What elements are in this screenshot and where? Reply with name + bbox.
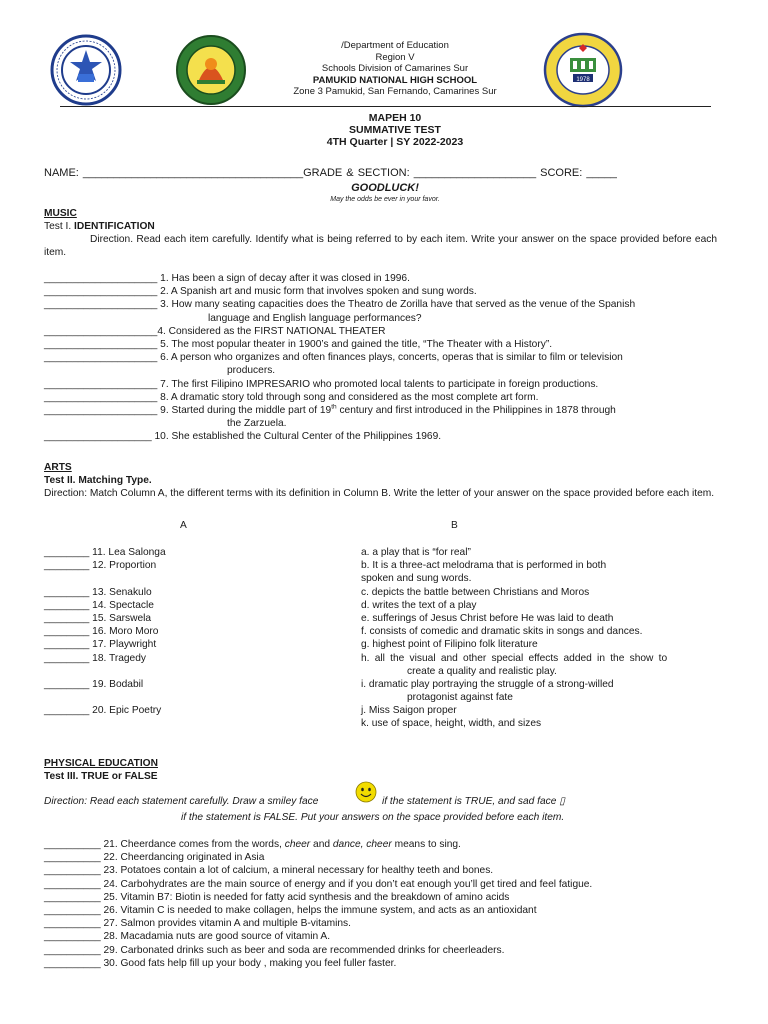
item-text: 1. Has been a sign of decay after it was closed in 1996. <box>160 273 410 284</box>
definition-item: d. writes the text of a play <box>361 599 477 611</box>
list-item <box>44 430 724 443</box>
definition-continuation: create a quality and realistic play. <box>407 665 557 677</box>
goodluck-text: GOODLUCK! <box>351 182 419 194</box>
tagline-text: May the odds be ever in your favor. <box>330 196 440 203</box>
item-text: 9. Started during the middle part of 19th century and first introduced in the Philippines in 1878 through <box>160 403 616 416</box>
answer-blank[interactable]: ________ <box>44 652 90 664</box>
answer-blank[interactable]: ________ <box>44 547 90 558</box>
student-info-row: NAME: ____________________________________GRADE & SECTION: ____________________ SCORE: _____ <box>44 167 617 179</box>
list-item: __________ 23. Potatoes contain a lot of calcium, a mineral necessary for healthy teeth and bones. <box>44 865 494 877</box>
test2-title: Test II. Matching Type. <box>44 475 152 486</box>
answer-blank[interactable]: ____________________ <box>44 299 158 311</box>
music-items-list <box>44 272 724 443</box>
header-line-school: PAMUKID NATIONAL HIGH SCHOOL <box>312 74 478 86</box>
answer-blank[interactable]: __________ <box>44 891 101 903</box>
item-text: 2. A Spanish art and music form that involves spoken and sung words. <box>160 286 477 298</box>
header-divider <box>60 106 711 107</box>
answer-blank[interactable]: __________ <box>44 865 101 877</box>
answer-blank[interactable]: ________ <box>44 626 90 638</box>
test3-direction-part3: if the statement is FALSE. Put your answers on the space provided before each item. <box>181 812 565 823</box>
list-item: ________ 14. Spectacle <box>44 599 154 611</box>
list-item <box>44 404 724 417</box>
list-item: __________ 30. Good fats help fill up your body , making you feel fuller faster. <box>44 957 397 969</box>
list-item: __________ 22. Cheerdancing originated in Asia <box>44 852 265 864</box>
item-text: 5. The most popular theater in 1900’s and gained the title, “The Theater with a History”. <box>160 338 553 350</box>
definition-item: a. a play that is “for real” <box>361 547 471 558</box>
answer-blank[interactable]: __________ <box>44 918 101 930</box>
answer-blank[interactable]: ____________________ <box>44 352 158 364</box>
definition-item: k. use of space, height, width, and sizes <box>361 718 542 730</box>
answer-blank[interactable]: ________ <box>44 560 90 572</box>
deped-seal-logo <box>50 34 122 106</box>
answer-blank[interactable]: __________ <box>44 931 101 943</box>
definition-item: f. consists of comedic and dramatic skits in songs and dances. <box>361 626 643 638</box>
list-item: ________ 18. Tragedy <box>44 652 146 664</box>
list-item <box>44 378 724 391</box>
list-item: __________ 24. Carbohydrates are the main source of energy and if you don’t eat enough you’ll get tired and feel fatigue. <box>44 878 593 890</box>
list-item: ________ 12. Proportion <box>44 560 157 572</box>
smiley-face-icon <box>355 781 377 807</box>
sdo-camarines-sur-logo <box>175 34 247 106</box>
column-a-list <box>44 546 344 717</box>
header-line-division: Schools Division of Camarines Sur <box>321 63 469 74</box>
list-item: ________ 19. Bodabil <box>44 678 144 690</box>
list-item: __________ 26. Vitamin C is needed to make collagen, helps the immune system, and acts as an antioxidant <box>44 904 537 916</box>
answer-blank[interactable]: __________ <box>44 904 101 916</box>
logo-year-text: 1978 <box>576 77 590 83</box>
list-item <box>44 325 724 338</box>
test1-name: IDENTIFICATION <box>74 221 155 232</box>
list-item: __________ 28. Macadamia nuts are good source of vitamin A. <box>44 931 331 943</box>
test3-direction-part2: if the statement is TRUE, and sad face ▯ <box>382 796 565 807</box>
answer-blank[interactable]: ________ <box>44 639 90 651</box>
column-b-list <box>361 546 717 731</box>
list-item-continuation: language and English language performances? <box>208 312 422 324</box>
list-item: ________ 16. Moro Moro <box>44 626 159 638</box>
answer-blank[interactable]: ___________________ <box>44 431 152 443</box>
list-item <box>44 285 724 298</box>
item-text: 6. A person who organizes and often finances plays, concerts, operas that is similar to film or television <box>160 352 623 364</box>
answer-blank[interactable]: ____________________ <box>44 338 158 350</box>
list-item <box>44 298 724 311</box>
definition-item: b. It is a three-act melodrama that is performed in both <box>361 560 607 572</box>
definition-item: c. depicts the battle between Christians and Moros <box>361 586 590 598</box>
answer-blank[interactable]: ________ <box>44 612 90 624</box>
answer-blank[interactable]: __________ <box>44 852 101 864</box>
answer-blank[interactable]: ____________________ <box>44 404 158 416</box>
definition-continuation: protagonist against fate <box>407 692 513 704</box>
item-text: 10. She established the Cultural Center of the Philippines 1969. <box>154 431 442 443</box>
list-item <box>44 351 724 364</box>
list-item: __________ 27. Salmon provides vitamin A and multiple B-vitamins. <box>44 918 351 930</box>
definition-item: j. Miss Saigon proper <box>361 705 457 717</box>
answer-blank[interactable]: ____________________ <box>44 286 158 298</box>
music-heading: MUSIC <box>44 208 77 219</box>
exam-type: SUMMATIVE TEST <box>349 124 441 137</box>
definition-item: e. sufferings of Jesus Christ before He was laid to death <box>361 612 614 624</box>
answer-blank[interactable]: ________ <box>44 586 90 598</box>
answer-blank[interactable]: ____________________ <box>44 273 158 284</box>
item-text: 4. Considered as the FIRST NATIONAL THEATER <box>157 325 386 337</box>
test3-direction-part1: Direction: Read each statement carefully. Draw a smiley face <box>44 796 319 807</box>
test1-prefix: Test I. <box>44 221 75 232</box>
test1-direction: Direction. Read each item carefully. Identify what is being referred to by each item. Write your answer on the space provided before each item. <box>44 234 717 259</box>
list-item: ________ 11. Lea Salonga <box>44 547 166 558</box>
list-item-continuation: the Zarzuela. <box>227 418 287 430</box>
list-item: ________ 20. Epic Poetry <box>44 705 162 717</box>
answer-blank[interactable]: ________ <box>44 705 90 717</box>
arts-heading: ARTS <box>44 462 72 473</box>
pamukid-nhs-seal-logo <box>543 32 623 108</box>
exam-subject: MAPEH 10 <box>368 112 422 124</box>
exam-title-block <box>250 112 540 149</box>
definition-item: g. highest point of Filipino folk literature <box>361 639 538 651</box>
header-line-region: Region V <box>375 51 415 63</box>
answer-blank[interactable]: __________ <box>44 944 101 956</box>
list-item: __________ 29. Carbonated drinks such as beer and soda are recommended drinks for cheerleaders. <box>44 944 505 956</box>
answer-blank[interactable]: __________ <box>44 878 101 890</box>
list-item <box>44 338 724 351</box>
list-item <box>44 272 724 285</box>
list-item: ________ 17. Playwright <box>44 639 157 651</box>
exam-term: 4TH Quarter | SY 2022-2023 <box>326 136 464 149</box>
item-text: 7. The first Filipino IMPRESARIO who promoted local talents to participate in foreign productions. <box>160 378 599 390</box>
answer-blank[interactable]: __________ <box>44 957 101 969</box>
definition-continuation: spoken and sung words. <box>361 573 472 585</box>
column-a-heading: A <box>180 520 187 531</box>
header-line-address: Zone 3 Pamukid, San Fernando, Camarines Sur <box>293 86 497 97</box>
answer-blank[interactable]: __________ <box>44 839 101 850</box>
test2-direction: Direction: Match Column A, the different terms with its definition in Column B. Write the letter of your answer on the space provided before each item. <box>44 488 715 499</box>
school-header <box>250 40 540 98</box>
test1-title <box>44 220 155 233</box>
header-line-deped: /Department of Education <box>341 40 449 51</box>
list-item: ________ 15. Sarswela <box>44 612 152 624</box>
list-item: ________ 13. Senakulo <box>44 586 152 598</box>
answer-blank[interactable]: ____________________ <box>44 325 158 337</box>
list-item: __________ 25. Vitamin B7: Biotin is needed for fatty acid synthesis and the breakdown of amino acids <box>44 891 510 903</box>
column-b-heading: B <box>451 520 458 531</box>
pe-heading: PHYSICAL EDUCATION <box>44 758 158 769</box>
answer-blank[interactable]: ____________________ <box>44 391 158 403</box>
answer-blank[interactable]: ________ <box>44 678 90 690</box>
list-item <box>44 391 724 404</box>
pe-items-list <box>44 838 724 970</box>
test3-title: Test III. TRUE or FALSE <box>44 771 158 782</box>
answer-blank[interactable]: ____________________ <box>44 378 158 390</box>
item-text: 8. A dramatic story told through song and considered as the most complete art form. <box>160 391 539 403</box>
list-item: __________ 21. Cheerdance comes from the words, cheer and dance, cheer means to sing. <box>44 839 461 850</box>
item-text: 3. How many seating capacities does the Theatro de Zorilla have that served as the venue of the Spanish <box>160 299 636 311</box>
answer-blank[interactable]: ________ <box>44 599 90 611</box>
definition-item: i. dramatic play portraying the struggle of a strong-willed <box>361 678 614 690</box>
list-item-continuation: producers. <box>227 365 276 377</box>
definition-item: h. all the visual and other special effects added in the show to <box>361 652 668 664</box>
